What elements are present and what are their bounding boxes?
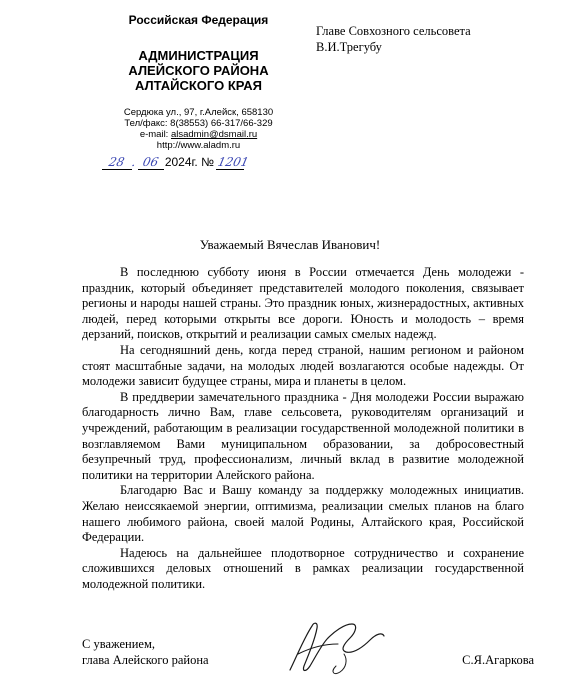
email-line: [96, 129, 301, 140]
date-separator: .: [130, 155, 138, 169]
email-link[interactable]: alsadmin@dsmail.ru: [170, 129, 258, 140]
date-and-number: [102, 154, 251, 170]
letterhead: [96, 12, 301, 151]
salutation: Уважаемый Вячеслав Иванович!: [199, 237, 381, 252]
signoff-regards: С уважением,: [82, 637, 155, 651]
date-month-handwritten: 06: [141, 155, 160, 169]
document-number-handwritten: 1201: [216, 155, 251, 169]
paragraph-4: Благодарю Вас и Вашу команду за поддержку молодежных инициатив. Желаю неиссякаемой энергии, оптимизма, реализации смелых планов на благо нашего любимого района, своей малой Родины, Алтайского края, Российской Федерации.: [82, 483, 524, 545]
administration-name: [96, 48, 301, 93]
country-name: Российская Федерация: [128, 13, 269, 27]
recipient-block: [316, 23, 471, 55]
email-label: e-mail:: [139, 129, 171, 140]
website-link[interactable]: http://www.aladm.ru: [156, 140, 241, 151]
signatory-name: С.Я.Агаркова: [462, 653, 534, 667]
recipient-name: В.И.Трегубу: [316, 40, 382, 54]
signoff-block: [82, 636, 209, 668]
date-month-field: [138, 155, 164, 170]
handwritten-signature: [284, 614, 388, 678]
paragraph-1: В последнюю субботу июня в России отмечается День молодежи - праздник, который объединяет представителей молодого поколения, связывает регионы и народы нашей страны. Это праздник юных, жизнерадостных, активных людей, перед которыми открыты все дороги. Юность и молодость – время дерзаний, поисков, открытий и реализации самых смелых надежд.: [82, 265, 524, 342]
paragraph-2: На сегодняшний день, когда перед страной, нашим регионом и районом стоят масштабные задачи, на молодых людей возлагаются особые надежды. От молодежи зависит будущее страны, мира и планеты в целом.: [82, 342, 524, 389]
contact-block: [96, 107, 301, 151]
signature-stroke-4: [333, 654, 346, 674]
date-year: 2024г.: [164, 155, 198, 169]
postal-address: Сердюка ул., 97, г.Алейск, 658130: [123, 107, 274, 118]
date-day-field: [102, 155, 132, 170]
number-label: №: [201, 155, 214, 169]
signoff-position: глава Алейского района: [82, 653, 209, 667]
paragraph-3: В преддверии замечательного праздника - Дня молодежи России выражаю благодарность лично Вам, главе сельсовета, руководителям организаций и учреждений, работающим в реализации государственной молодежной политики в возглавляемом Вами муниципальном образовании, за добросовестный безупречный труд, профессионализм, личный вклад в развитие молодежной политики на территории Алейского района.: [82, 389, 524, 482]
administration-line-3: АЛТАЙСКОГО КРАЯ: [134, 78, 263, 93]
date-day-handwritten: 28: [107, 155, 127, 169]
signature-stroke-3: [328, 624, 384, 652]
signature-stroke-1: [290, 623, 328, 670]
phone-fax: Тел/факс: 8(38553) 66-317/66-329: [124, 118, 273, 129]
recipient-title: Главе Совхозного сельсовета: [316, 24, 471, 38]
paragraph-5: Надеюсь на дальнейшее плодотворное сотрудничество и сохранение сложившихся деловых отношений в рамках реализации государственной молодежной политики.: [82, 545, 524, 591]
document-number-field: [216, 155, 251, 170]
letter-body: [82, 265, 524, 592]
administration-line-1: АДМИНИСТРАЦИЯ: [138, 48, 259, 63]
administration-line-2: АЛЕЙСКОГО РАЙОНА: [128, 63, 269, 78]
